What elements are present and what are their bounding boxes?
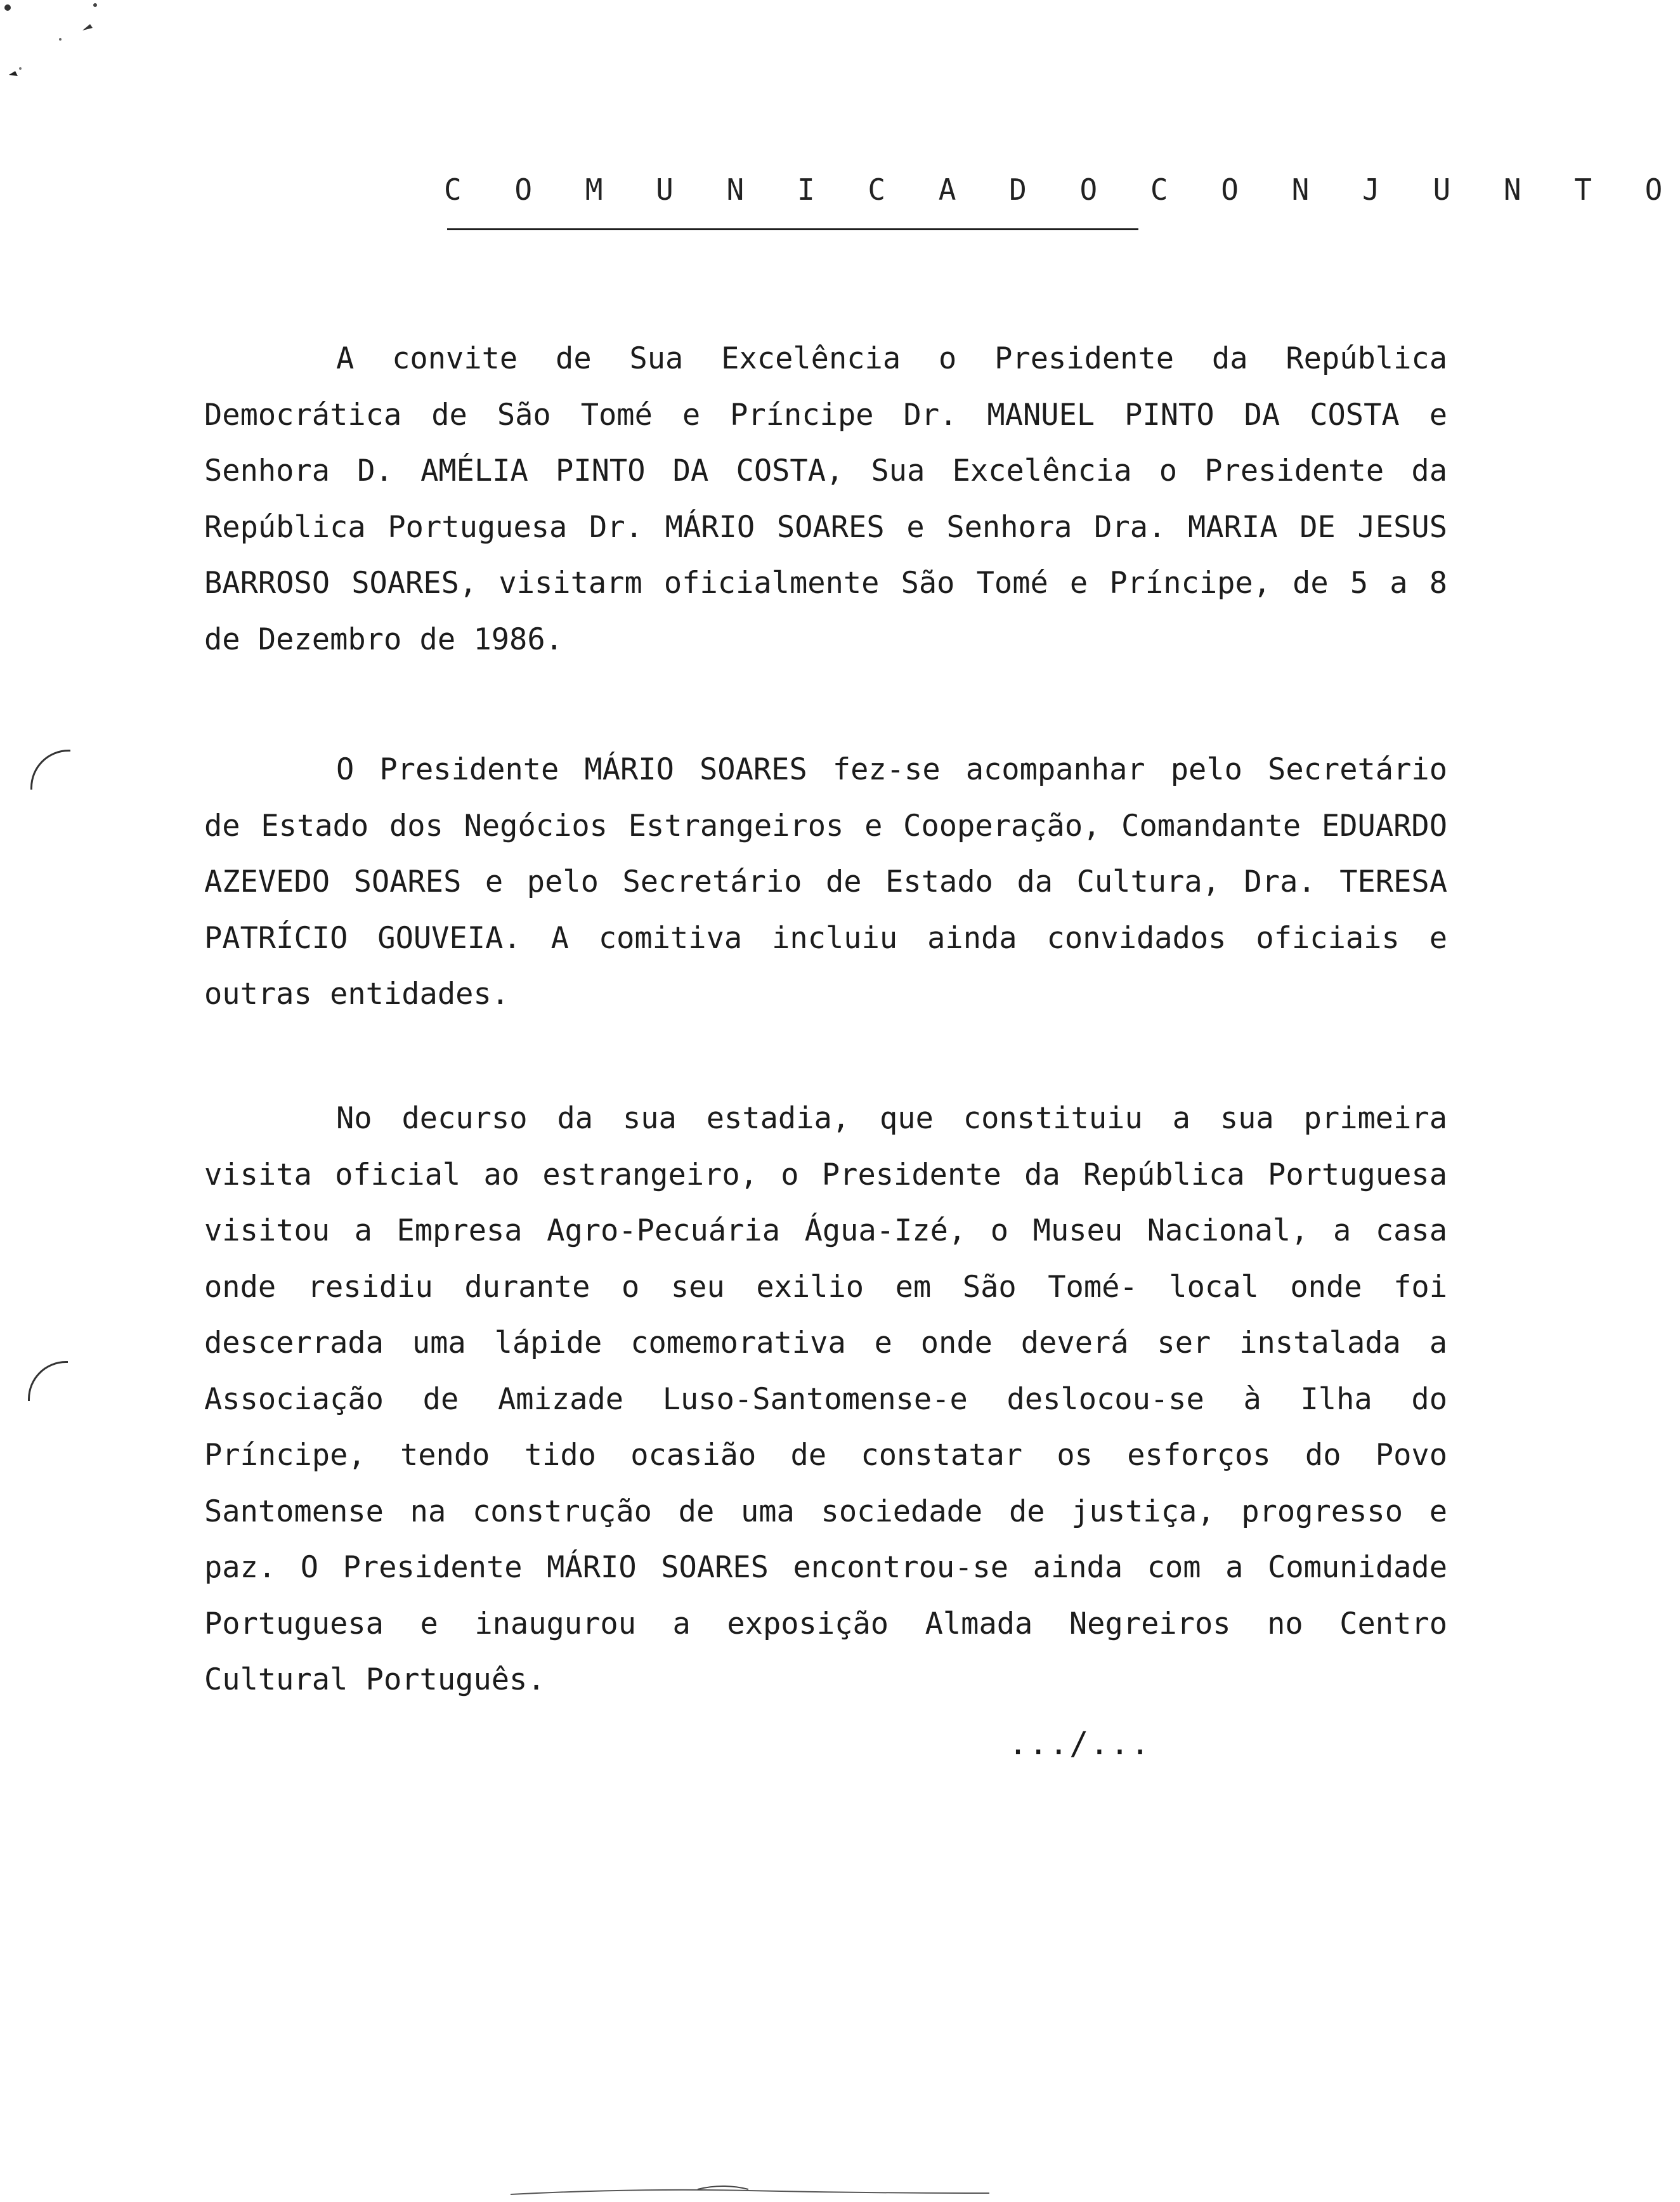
title-underline bbox=[447, 228, 1138, 230]
document-title: C O M U N I C A D O C O N J U N T O bbox=[444, 173, 1680, 207]
scan-specks bbox=[0, 0, 127, 101]
continuation-mark: .../... bbox=[1008, 1725, 1151, 1762]
paragraph-3: No decurso da sua estadia, que constituiu a sua primeira visita oficial ao estrangeiro, o Presidente da República Portuguesa visitou a Empresa Agro-Pecuária Água-Izé, o Museu Nacional, a casa onde residiu durante o seu exilio em São Tomé- local onde foi descerrada uma lápide comemorativa e onde deverá ser instalada a Associação de Amizade Luso-Santomense-e deslocou-se à Ilha do Príncipe, tendo tido ocasião de constatar os esforços do Povo Santomense na construção de uma sociedade de justiça, progresso e paz. O Presidente MÁRIO SOARES encontrou-se ainda com a Comunidade Portuguesa e inaugurou a exposição Almada Negreiros no Centro Cultural Português. bbox=[204, 1101, 1447, 1697]
paragraph-2: O Presidente MÁRIO SOARES fez-se acompanhar pelo Secretário de Estado dos Negócios Estrangeiros e Cooperação, Comandante EDUARDO AZEVEDO SOARES e pelo Secretário de Estado da Cultura, Dra. TERESA PATRÍCIO GOUVEIA. A comitiva incluiu ainda convidados oficiais e outras entidades. bbox=[204, 752, 1447, 1012]
margin-punch-mark bbox=[28, 1361, 68, 1401]
margin-punch-mark bbox=[30, 750, 70, 790]
paragraph-1: A convite de Sua Excelência o Presidente da República Democrática de São Tomé e Príncipe Dr. MANUEL PINTO DA COSTA e Senhora D. AMÉLIA PINTO DA COSTA, Sua Excelência o Presidente da República Portuguesa Dr. MÁRIO SOARES e Senhora Dra. MARIA DE JESUS BARROSO SOARES, visitarm oficialmente São Tomé e Príncipe, de 5 a 8 de Dezembro de 1986. bbox=[204, 341, 1447, 657]
bottom-edge-marks bbox=[507, 2182, 1078, 2201]
